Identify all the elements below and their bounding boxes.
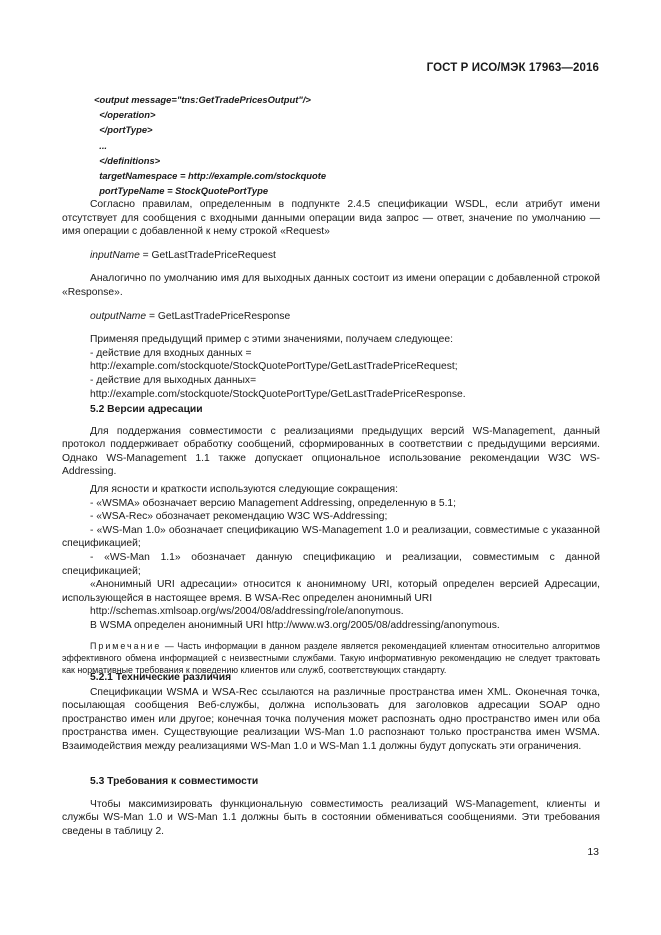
example-block	[62, 333, 600, 401]
section-5-2	[62, 403, 600, 676]
input-name-key: inputName	[90, 249, 140, 261]
paragraph: Для ясности и краткости используются следующие сокращения:	[90, 483, 398, 495]
list-item: - «WS-Man 1.1» обозначает данную спецификацию и реализации, совместимым с данной спецификацией;	[62, 551, 600, 577]
list-item: - «WS-Man 1.0» обозначает спецификацию WS-Management 1.0 и реализации, совместимые с указанной спецификацией;	[62, 524, 600, 550]
section-heading: 5.3 Требования к совместимости	[90, 776, 259, 787]
code-listing	[94, 92, 326, 198]
intro-block	[62, 198, 600, 401]
uri-text: http://schemas.xmlsoap.org/ws/2004/08/addressing/role/anonymous.	[90, 606, 404, 618]
code-line: portTypeName = StockQuotePortType	[94, 185, 269, 197]
code-line: <output message="tns:GetTradePricesOutput"/>	[94, 94, 311, 105]
list-item: - действие для выходных данных=	[90, 374, 257, 386]
note-text: — Часть информации в данном разделе является рекомендацией клиентам относительно алгоритмов эффективного обмена информацией с неизвестными службами. Такую информативную рекомендацию не следует трактовать как нормативные требования к поведению клиентов или служб, соответствующих стандарту.	[62, 640, 600, 675]
code-line: targetNamespace = http://example.com/stockquote	[94, 170, 327, 182]
paragraph: Для поддержания совместимости с реализациями предыдущих версий WS-Management, данный протокол поддерживает обработку сообщений, сформированных в соответствии с предыдущими версиями. Однако WS-Management 1.1 также допускает опциональное использование рекомендации W3C WS-Addressing.	[62, 425, 600, 478]
paragraph: В WSMA определен анонимный URI http://www.w3.org/2005/08/addressing/anonymous.	[90, 619, 500, 631]
section-5-2-1	[62, 671, 600, 754]
code-line: </operation>	[94, 109, 156, 121]
input-name-value: = GetLastTradePriceRequest	[139, 249, 276, 261]
paragraph: Чтобы максимизировать функциональную совместимость реализаций WS-Management, клиенты и службы WS-Man 1.0 и WS-Man 1.1 должны быть в состоянии обмениваться сообщениями. Эти требования сведены в таблицу 2.	[62, 798, 600, 837]
paragraph: Применяя предыдущий пример с этими значениями, получаем следующее:	[90, 334, 453, 346]
output-name-definition	[62, 310, 600, 324]
paragraph: «Анонимный URI адресации» относится к анонимному URI, который определен версией Адресации, использующейся в настоящее время. В WSA-Rec определен анонимный URI	[62, 579, 600, 604]
uri-text: http://example.com/stockquote/StockQuotePortType/GetLastTradePriceRequest;	[90, 361, 458, 373]
paragraph: Спецификации WSMA и WSA-Rec ссылаются на различные пространства имен XML. Оконечная точка, посылающая сообщения Веб-службы, должна использовать для заголовков адресации SOAP одно пространство имен или другое; конечная точка получения может распознать одно пространство имен или оба пространства имен. Существующие реализации WS-Man 1.0 распознают только пространства имен WSMA. Взаимодействия между реализациями WS-Man 1.0 и WS-Man 1.1 должны будут допускать эти ограничения.	[62, 686, 600, 752]
section-heading: 5.2 Версии адресации	[90, 404, 203, 415]
uri-text: http://example.com/stockquote/StockQuotePortType/GetLastTradePriceResponse.	[90, 388, 466, 400]
paragraph: Аналогично по умолчанию имя для выходных данных состоит из имени операции с добавленной строкой «Response».	[62, 273, 600, 298]
standard-header: ГОСТ Р ИСО/МЭК 17963—2016	[426, 62, 599, 74]
list-item: - «WSA-Rec» обозначает рекомендацию W3C WS-Addressing;	[90, 511, 388, 523]
output-name-key: outputName	[90, 310, 147, 322]
paragraph: Согласно правилам, определенным в подпункте 2.4.5 спецификации WSDL, если атрибут имени отсутствует для сообщения с входными данными операции вида запрос — ответ, значение по умолчанию — имя операции с добавленной к нему строкой «Request»	[62, 199, 600, 238]
list-item: - «WSMA» обозначает версию Management Addressing, определенную в 5.1;	[90, 497, 457, 509]
output-name-value: = GetLastTradePriceResponse	[146, 310, 291, 322]
input-name-definition	[62, 249, 600, 263]
note-label: Примечание	[90, 640, 162, 651]
section-5-3	[62, 775, 600, 838]
code-line: </definitions>	[94, 154, 161, 166]
list-item: - действие для входных данных =	[90, 347, 252, 359]
code-line: ...	[94, 139, 108, 151]
section-heading: 5.2.1 Технические различия	[90, 672, 232, 683]
code-line: </portType>	[94, 124, 153, 136]
page-number: 13	[587, 846, 599, 858]
